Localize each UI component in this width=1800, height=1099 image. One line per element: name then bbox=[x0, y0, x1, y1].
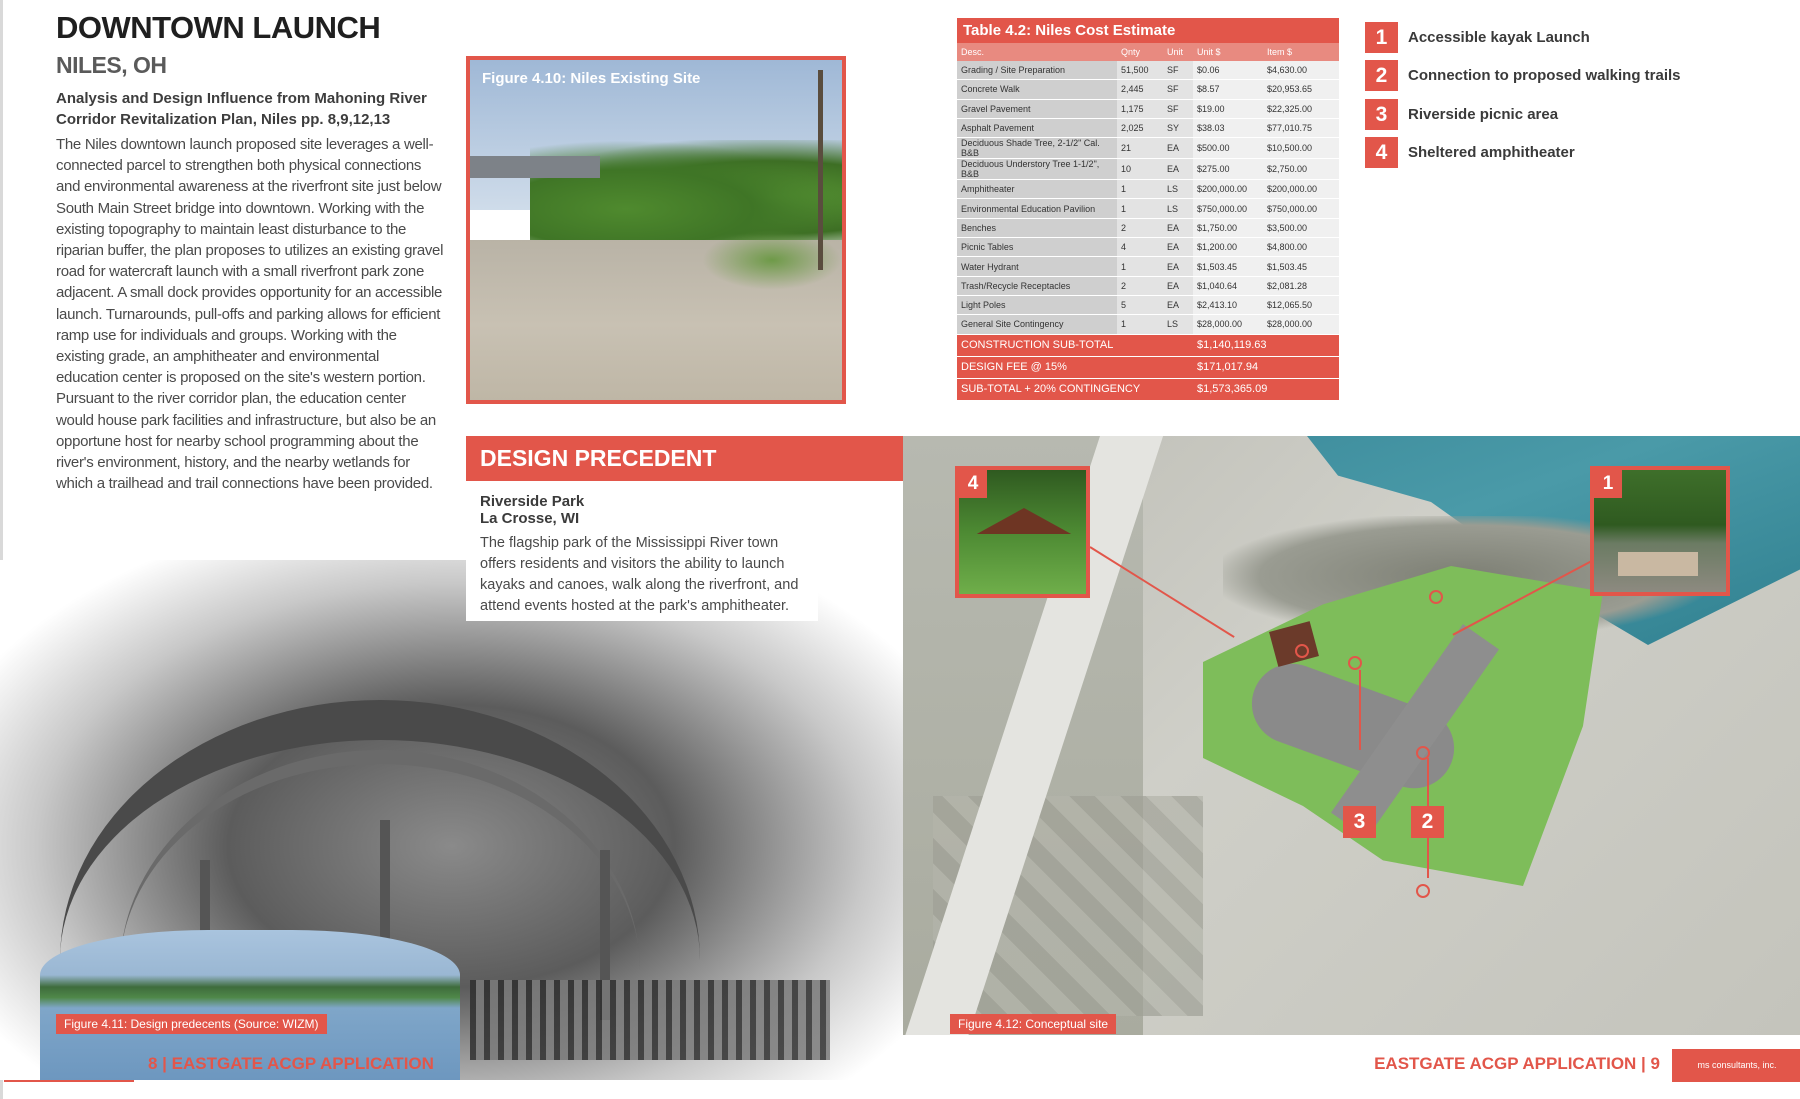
table-cell: Water Hydrant bbox=[957, 257, 1117, 276]
table-cell: 5 bbox=[1117, 295, 1163, 314]
table-cell: $28,000.00 bbox=[1193, 315, 1263, 334]
table-cell: $275.00 bbox=[1193, 159, 1263, 180]
table-cell: $2,413.10 bbox=[1193, 295, 1263, 314]
callout-number: 3 bbox=[1343, 806, 1376, 838]
table-row bbox=[957, 80, 1339, 99]
page-title: DOWNTOWN LAUNCH bbox=[56, 10, 381, 45]
body-paragraph: The Niles downtown launch proposed site leverages a well-connected parcel to strengthen both physical connections and environmental awareness at the riverfront site just below South Main Street bridge into downtown. Working with the existing topography to maintain least disturbance to the riparian buffer, the plan proposes to utilizes an existing gravel road for watercraft launch with a small riverfront park zone adjacent. A small dock provides opportunity for an accessible launch. Turnarounds, pull-offs and parking allows for efficient ramp use for individuals and groups. Working with the existing grade, an amphitheater and environmental education center is proposed on the site's western portion. Pursuant to the river corridor plan, the education center would house park facilities and infrastructure, but also be an opportune host for nearby school programming about the river's environment, history, and the nearby wetlands for which a trailhead and trail connections have been provided. bbox=[56, 136, 444, 493]
column-header: Desc. bbox=[957, 43, 1117, 61]
table-cell: SY bbox=[1163, 118, 1193, 137]
table-cell: $28,000.00 bbox=[1263, 315, 1339, 334]
table-cell: $0.06 bbox=[1193, 61, 1263, 80]
table-cell: LS bbox=[1163, 180, 1193, 199]
column-header: Qnty bbox=[1117, 43, 1163, 61]
precedent-text bbox=[466, 481, 818, 621]
table-cell: SF bbox=[1163, 99, 1193, 118]
table-cell: $200,000.00 bbox=[1263, 180, 1339, 199]
table-row bbox=[957, 61, 1339, 80]
table-cell: EA bbox=[1163, 276, 1193, 295]
photo-bridge bbox=[470, 156, 600, 178]
table-cell: 2 bbox=[1117, 218, 1163, 237]
legend-item bbox=[1365, 95, 1725, 134]
table-row bbox=[957, 295, 1339, 314]
table-total-row bbox=[957, 356, 1339, 378]
table-cell: $1,750.00 bbox=[1193, 218, 1263, 237]
section-banner: DESIGN PRECEDENT bbox=[466, 436, 903, 481]
table-cell: EA bbox=[1163, 257, 1193, 276]
kayak-launch-inset-photo bbox=[1590, 466, 1730, 596]
callout-number: 2 bbox=[1411, 806, 1444, 838]
table-cell: EA bbox=[1163, 218, 1193, 237]
cost-estimate-table bbox=[957, 18, 1339, 401]
precedent-description: The flagship park of the Mississippi River town offers residents and visitors the ability to launch kayaks and canoes, walk along the riverfront, and attend events hosted at the park's amphitheater. bbox=[480, 535, 799, 614]
table-body bbox=[957, 61, 1339, 400]
table-row bbox=[957, 199, 1339, 218]
table-cell: $1,503.45 bbox=[1193, 257, 1263, 276]
legend-label: Sheltered amphitheater bbox=[1408, 144, 1575, 162]
legend-item bbox=[1365, 57, 1725, 96]
site-legend bbox=[1365, 18, 1725, 172]
table-cell: 2,025 bbox=[1117, 118, 1163, 137]
table-cell: $750,000.00 bbox=[1193, 199, 1263, 218]
table-cell: EA bbox=[1163, 159, 1193, 180]
table-cell: $500.00 bbox=[1193, 138, 1263, 159]
column-header: Unit bbox=[1163, 43, 1193, 61]
table-cell: Light Poles bbox=[957, 295, 1117, 314]
table-row bbox=[957, 257, 1339, 276]
legend-number: 3 bbox=[1365, 99, 1398, 130]
table-cell: EA bbox=[1163, 295, 1193, 314]
legend-number: 2 bbox=[1365, 60, 1398, 91]
table-cell: $77,010.75 bbox=[1263, 118, 1339, 137]
legend-label: Accessible kayak Launch bbox=[1408, 28, 1590, 46]
table-cell: Picnic Tables bbox=[957, 238, 1117, 257]
table-cell: $3,500.00 bbox=[1263, 218, 1339, 237]
table-cell: $200,000.00 bbox=[1193, 180, 1263, 199]
table-total-row bbox=[957, 378, 1339, 400]
table-cell: SF bbox=[1163, 80, 1193, 99]
total-label: CONSTRUCTION SUB-TOTAL bbox=[957, 334, 1193, 356]
table-cell: $19.00 bbox=[1193, 99, 1263, 118]
table-cell: 21 bbox=[1117, 138, 1163, 159]
conceptual-site-plan bbox=[903, 436, 1800, 1035]
table-cell: Asphalt Pavement bbox=[957, 118, 1117, 137]
precedent-park-name: Riverside Park bbox=[480, 493, 585, 510]
table-cell: 1 bbox=[1117, 315, 1163, 334]
figure-caption: Figure 4.12: Conceptual site bbox=[950, 1014, 1116, 1034]
table-cell: $1,040.64 bbox=[1193, 276, 1263, 295]
legend-label: Riverside picnic area bbox=[1408, 105, 1559, 123]
table-cell: General Site Contingency bbox=[957, 315, 1117, 334]
table-cell: $22,325.00 bbox=[1263, 99, 1339, 118]
table-cell: $8.57 bbox=[1193, 80, 1263, 99]
table-header-row bbox=[957, 43, 1339, 61]
location-pin bbox=[1348, 656, 1362, 670]
table-cell: $2,081.28 bbox=[1263, 276, 1339, 295]
table-row bbox=[957, 315, 1339, 334]
legend-label: Connection to proposed walking trails bbox=[1408, 67, 1681, 85]
column-header: Unit $ bbox=[1193, 43, 1263, 61]
table-cell: 1 bbox=[1117, 257, 1163, 276]
table-cell: 2,445 bbox=[1117, 80, 1163, 99]
table bbox=[957, 43, 1339, 401]
legend-item bbox=[1365, 134, 1725, 173]
table-cell: 1 bbox=[1117, 180, 1163, 199]
table-cell: Amphitheater bbox=[957, 180, 1117, 199]
table-row bbox=[957, 180, 1339, 199]
location-pin bbox=[1429, 590, 1443, 604]
footer-page-label: EASTGATE ACGP APPLICATION | 9 bbox=[1374, 1054, 1660, 1073]
table-cell: $2,750.00 bbox=[1263, 159, 1339, 180]
table-cell: Deciduous Shade Tree, 2-1/2" Cal. B&B bbox=[957, 138, 1117, 159]
table-cell: Concrete Walk bbox=[957, 80, 1117, 99]
table-cell: Environmental Education Pavilion bbox=[957, 199, 1117, 218]
total-value: $1,140,119.63 bbox=[1193, 334, 1339, 356]
table-row bbox=[957, 138, 1339, 159]
total-label: SUB-TOTAL + 20% CONTINGENCY bbox=[957, 378, 1193, 400]
page-subtitle: NILES, OH bbox=[56, 52, 167, 78]
table-cell: $4,800.00 bbox=[1263, 238, 1339, 257]
table-cell: SF bbox=[1163, 61, 1193, 80]
table-total-row bbox=[957, 334, 1339, 356]
total-value: $1,573,365.09 bbox=[1193, 378, 1339, 400]
table-row bbox=[957, 218, 1339, 237]
location-pin bbox=[1416, 884, 1430, 898]
table-cell: 1 bbox=[1117, 199, 1163, 218]
dock bbox=[1618, 552, 1698, 576]
figure-caption: Figure 4.11: Design predecents (Source: WIZM) bbox=[56, 1014, 327, 1034]
legend-item bbox=[1365, 18, 1725, 57]
column-header: Item $ bbox=[1263, 43, 1339, 61]
table-cell: $750,000.00 bbox=[1263, 199, 1339, 218]
table-cell: $12,065.50 bbox=[1263, 295, 1339, 314]
precedent-photo bbox=[0, 560, 903, 1080]
amphitheater-inset-photo bbox=[955, 466, 1090, 598]
utility-pole bbox=[818, 70, 823, 270]
footer-page-label: 8 | EASTGATE ACGP APPLICATION bbox=[148, 1054, 434, 1073]
table-cell: Trash/Recycle Receptacles bbox=[957, 276, 1117, 295]
benches bbox=[470, 980, 830, 1060]
table-cell: Grading / Site Preparation bbox=[957, 61, 1117, 80]
table-cell: $10,500.00 bbox=[1263, 138, 1339, 159]
table-cell: EA bbox=[1163, 138, 1193, 159]
location-pin bbox=[1295, 644, 1309, 658]
legend-number: 1 bbox=[1365, 22, 1398, 53]
table-row bbox=[957, 238, 1339, 257]
table-cell: $38.03 bbox=[1193, 118, 1263, 137]
table-row bbox=[957, 118, 1339, 137]
callout-number: 4 bbox=[959, 470, 987, 498]
table-cell: LS bbox=[1163, 315, 1193, 334]
table-cell: LS bbox=[1163, 199, 1193, 218]
table-cell: 2 bbox=[1117, 276, 1163, 295]
table-cell: $4,630.00 bbox=[1263, 61, 1339, 80]
callout-number: 1 bbox=[1594, 470, 1622, 498]
figure-caption: Figure 4.10: Niles Existing Site bbox=[482, 70, 701, 87]
table-cell: 51,500 bbox=[1117, 61, 1163, 80]
legend-number: 4 bbox=[1365, 137, 1398, 168]
table-cell: EA bbox=[1163, 238, 1193, 257]
table-row bbox=[957, 159, 1339, 180]
total-value: $171,017.94 bbox=[1193, 356, 1339, 378]
leader-line bbox=[1359, 670, 1361, 750]
total-label: DESIGN FEE @ 15% bbox=[957, 356, 1193, 378]
precedent-location: La Crosse, WI bbox=[480, 510, 580, 527]
company-logo: ms consultants, inc. bbox=[1672, 1049, 1800, 1082]
analysis-heading: Analysis and Design Influence from Mahoning River Corridor Revitalization Plan, Niles pp. 8,9,12,13 bbox=[56, 90, 427, 128]
table-row bbox=[957, 99, 1339, 118]
table-cell: Benches bbox=[957, 218, 1117, 237]
existing-site-photo bbox=[466, 56, 846, 404]
table-cell: 1,175 bbox=[1117, 99, 1163, 118]
table-cell: 4 bbox=[1117, 238, 1163, 257]
table-cell: $1,503.45 bbox=[1263, 257, 1339, 276]
shelter-roof bbox=[965, 508, 1083, 534]
table-cell: 10 bbox=[1117, 159, 1163, 180]
table-row bbox=[957, 276, 1339, 295]
table-title: Table 4.2: Niles Cost Estimate bbox=[957, 18, 1339, 43]
table-cell: Deciduous Understory Tree 1-1/2", B&B bbox=[957, 159, 1117, 180]
table-cell: Gravel Pavement bbox=[957, 99, 1117, 118]
table-cell: $1,200.00 bbox=[1193, 238, 1263, 257]
table-cell: $20,953.65 bbox=[1263, 80, 1339, 99]
